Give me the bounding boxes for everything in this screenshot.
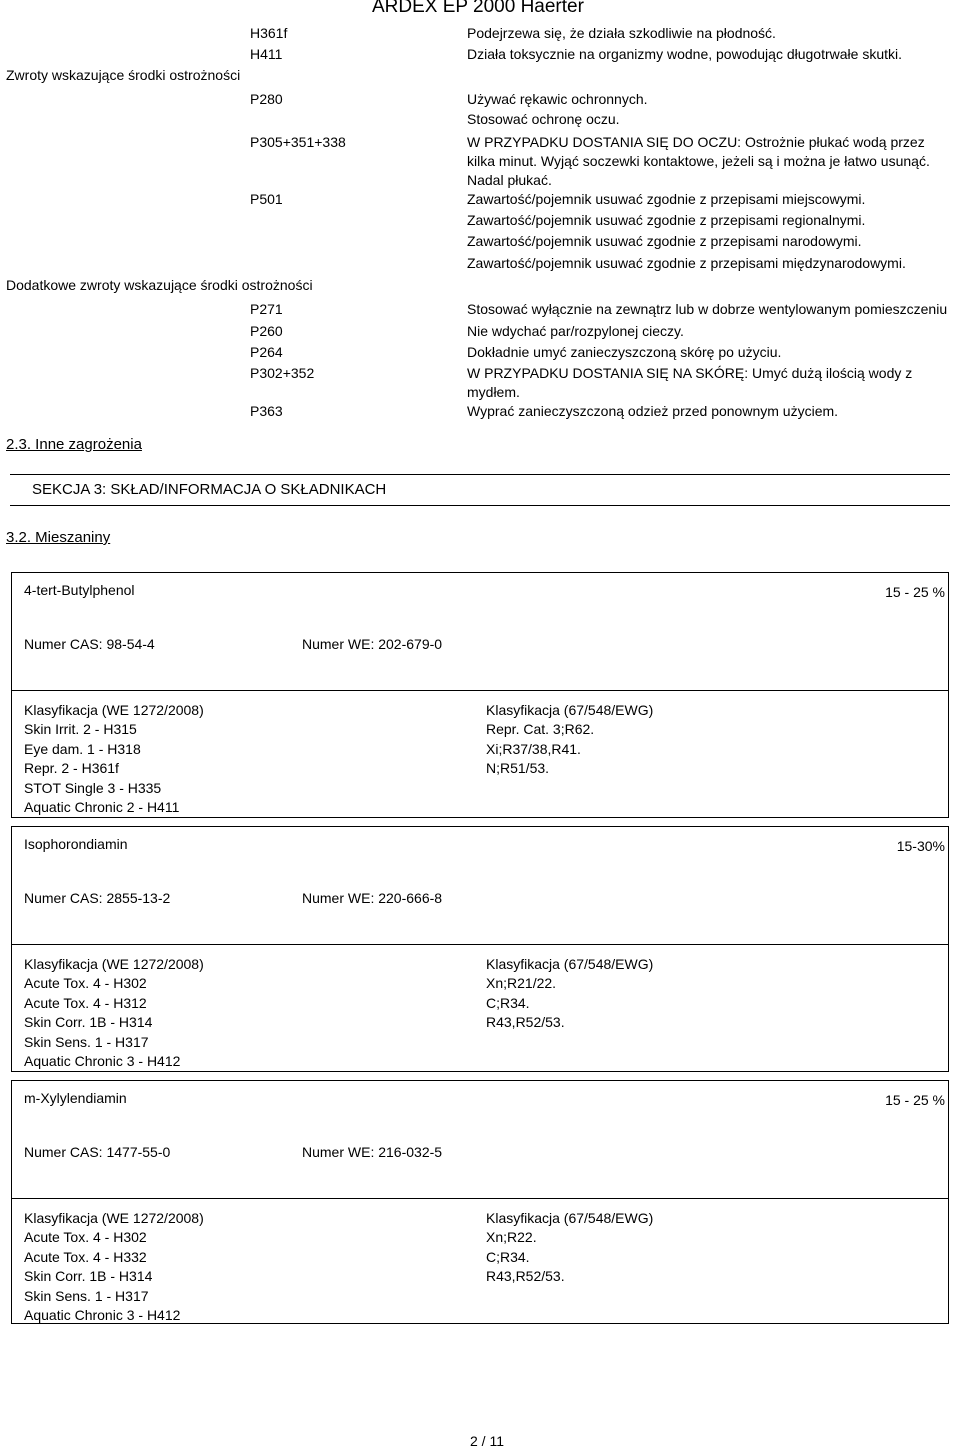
- additional-precaution-label: Dodatkowe zwroty wskazujące środki ostrożności: [6, 277, 313, 293]
- dsd-line: C;R34.: [486, 1248, 530, 1265]
- precaution-text: Zawartość/pojemnik usuwać zgodnie z przepisami regionalnymi.: [467, 212, 866, 228]
- component-cas: Numer CAS: 1477-55-0: [24, 1144, 171, 1160]
- precaution-text: Zawartość/pojemnik usuwać zgodnie z przepisami narodowymi.: [467, 233, 862, 249]
- dsd-line: Repr. Cat. 3;R62.: [486, 721, 595, 738]
- component-block: [11, 572, 949, 818]
- clp-line: Eye dam. 1 - H318: [24, 740, 141, 757]
- precaution-text: Używać rękawic ochronnych.: [467, 91, 648, 107]
- hazard-text: Działa toksycznie na organizmy wodne, powodując długotrwałe skutki.: [467, 46, 902, 62]
- hazard-code: H411: [250, 46, 283, 62]
- clp-line: Acute Tox. 4 - H312: [24, 994, 147, 1011]
- hazard-code: H361f: [250, 25, 288, 41]
- precaution-text: W PRZYPADKU DOSTANIA SIĘ DO OCZU: Ostrożnie płukać wodą przez: [467, 134, 925, 150]
- clp-line: Klasyfikacja (WE 1272/2008): [24, 956, 204, 972]
- other-hazards-heading: 2.3. Inne zagrożenia: [6, 436, 142, 453]
- dsd-line: N;R51/53.: [486, 760, 550, 777]
- precaution-code: P280: [250, 91, 283, 107]
- precaution-text: Nie wdychać par/rozpylonej cieczy.: [467, 323, 684, 339]
- divider: [12, 944, 948, 945]
- component-name: Isophorondiamin: [24, 836, 128, 852]
- precaution-text: Nadal płukać.: [467, 172, 552, 188]
- precaution-code: P271: [250, 301, 283, 317]
- dsd-classification: [486, 955, 653, 1033]
- page-number: 2 / 11: [470, 1433, 504, 1449]
- precaution-text: Dokładnie umyć zanieczyszczoną skórę po użyciu.: [467, 344, 782, 360]
- hazard-text: Podejrzewa się, że działa szkodliwie na płodność.: [467, 25, 776, 41]
- clp-line: Acute Tox. 4 - H332: [24, 1248, 147, 1265]
- dsd-line: Klasyfikacja (67/548/EWG): [486, 702, 654, 718]
- component-concentration: 15-30%: [896, 838, 945, 854]
- section-3-title: SEKCJA 3: SKŁAD/INFORMACJA O SKŁADNIKACH: [32, 481, 387, 498]
- precaution-code: P363: [250, 403, 283, 419]
- precaution-code: P264: [250, 344, 283, 360]
- clp-classification: [24, 955, 204, 1071]
- mixtures-heading: 3.2. Mieszaniny: [6, 529, 111, 546]
- component-we: Numer WE: 220-666-8: [302, 890, 443, 906]
- clp-classification: [24, 1209, 204, 1325]
- clp-line: STOT Single 3 - H335: [24, 779, 162, 796]
- divider: [12, 1198, 948, 1199]
- clp-line: Acute Tox. 4 - H302: [24, 1229, 147, 1246]
- dsd-line: Xn;R21/22.: [486, 975, 557, 992]
- clp-line: Klasyfikacja (WE 1272/2008): [24, 1210, 204, 1226]
- dsd-line: C;R34.: [486, 994, 530, 1011]
- dsd-line: Xn;R22.: [486, 1229, 537, 1246]
- clp-line: Aquatic Chronic 2 - H411: [24, 799, 180, 816]
- clp-line: Repr. 2 - H361f: [24, 760, 119, 777]
- clp-line: Skin Irrit. 2 - H315: [24, 721, 137, 738]
- component-block: [11, 826, 949, 1072]
- precaution-code: P302+352: [250, 365, 315, 381]
- clp-line: Skin Sens. 1 - H317: [24, 1033, 149, 1050]
- dsd-line: Xi;R37/38,R41.: [486, 740, 581, 757]
- precaution-text: Stosować ochronę oczu.: [467, 111, 620, 127]
- divider: [12, 690, 948, 691]
- clp-line: Aquatic Chronic 3 - H412: [24, 1307, 181, 1324]
- precaution-text: Zawartość/pojemnik usuwać zgodnie z przepisami miejscowymi.: [467, 191, 866, 207]
- clp-line: Klasyfikacja (WE 1272/2008): [24, 702, 204, 718]
- dsd-classification: [486, 701, 653, 779]
- precaution-code: P305+351+338: [250, 134, 346, 150]
- component-concentration: 15 - 25 %: [885, 1092, 945, 1108]
- precaution-text: Wyprać zanieczyszczoną odzież przed ponownym użyciem.: [467, 403, 839, 419]
- precaution-text: Zawartość/pojemnik usuwać zgodnie z przepisami międzynarodowymi.: [467, 255, 906, 271]
- clp-line: Skin Corr. 1B - H314: [24, 1014, 153, 1031]
- section-3-header: [10, 474, 950, 506]
- component-name: 4-tert-Butylphenol: [24, 582, 135, 598]
- component-name: m-Xylylendiamin: [24, 1090, 127, 1106]
- precaution-code: P260: [250, 323, 283, 339]
- dsd-classification: [486, 1209, 653, 1287]
- dsd-line: Klasyfikacja (67/548/EWG): [486, 1210, 654, 1226]
- dsd-line: Klasyfikacja (67/548/EWG): [486, 956, 654, 972]
- clp-line: Skin Corr. 1B - H314: [24, 1268, 153, 1285]
- component-we: Numer WE: 202-679-0: [302, 636, 443, 652]
- precaution-text: kilka minut. Wyjąć soczewki kontaktowe, jeżeli są i można je łatwo usunąć.: [467, 153, 930, 169]
- dsd-line: R43,R52/53.: [486, 1014, 565, 1031]
- precaution-text: W PRZYPADKU DOSTANIA SIĘ NA SKÓRĘ: Umyć dużą ilością wody z: [467, 365, 913, 381]
- precaution-label: Zwroty wskazujące środki ostrożności: [6, 67, 241, 83]
- precaution-code: P501: [250, 191, 283, 207]
- component-concentration: 15 - 25 %: [885, 584, 945, 600]
- component-block: [11, 1080, 949, 1324]
- dsd-line: R43,R52/53.: [486, 1268, 565, 1285]
- component-cas: Numer CAS: 98-54-4: [24, 636, 155, 652]
- precaution-text: mydłem.: [467, 384, 520, 400]
- component-cas: Numer CAS: 2855-13-2: [24, 890, 171, 906]
- clp-line: Acute Tox. 4 - H302: [24, 975, 147, 992]
- clp-classification: [24, 701, 204, 817]
- clp-line: Aquatic Chronic 3 - H412: [24, 1053, 181, 1070]
- precaution-text: Stosować wyłącznie na zewnątrz lub w dobrze wentylowanym pomieszczeniu: [467, 301, 948, 317]
- clp-line: Skin Sens. 1 - H317: [24, 1287, 149, 1304]
- component-we: Numer WE: 216-032-5: [302, 1144, 443, 1160]
- document-title: ARDEX EP 2000 Haerter: [372, 0, 584, 17]
